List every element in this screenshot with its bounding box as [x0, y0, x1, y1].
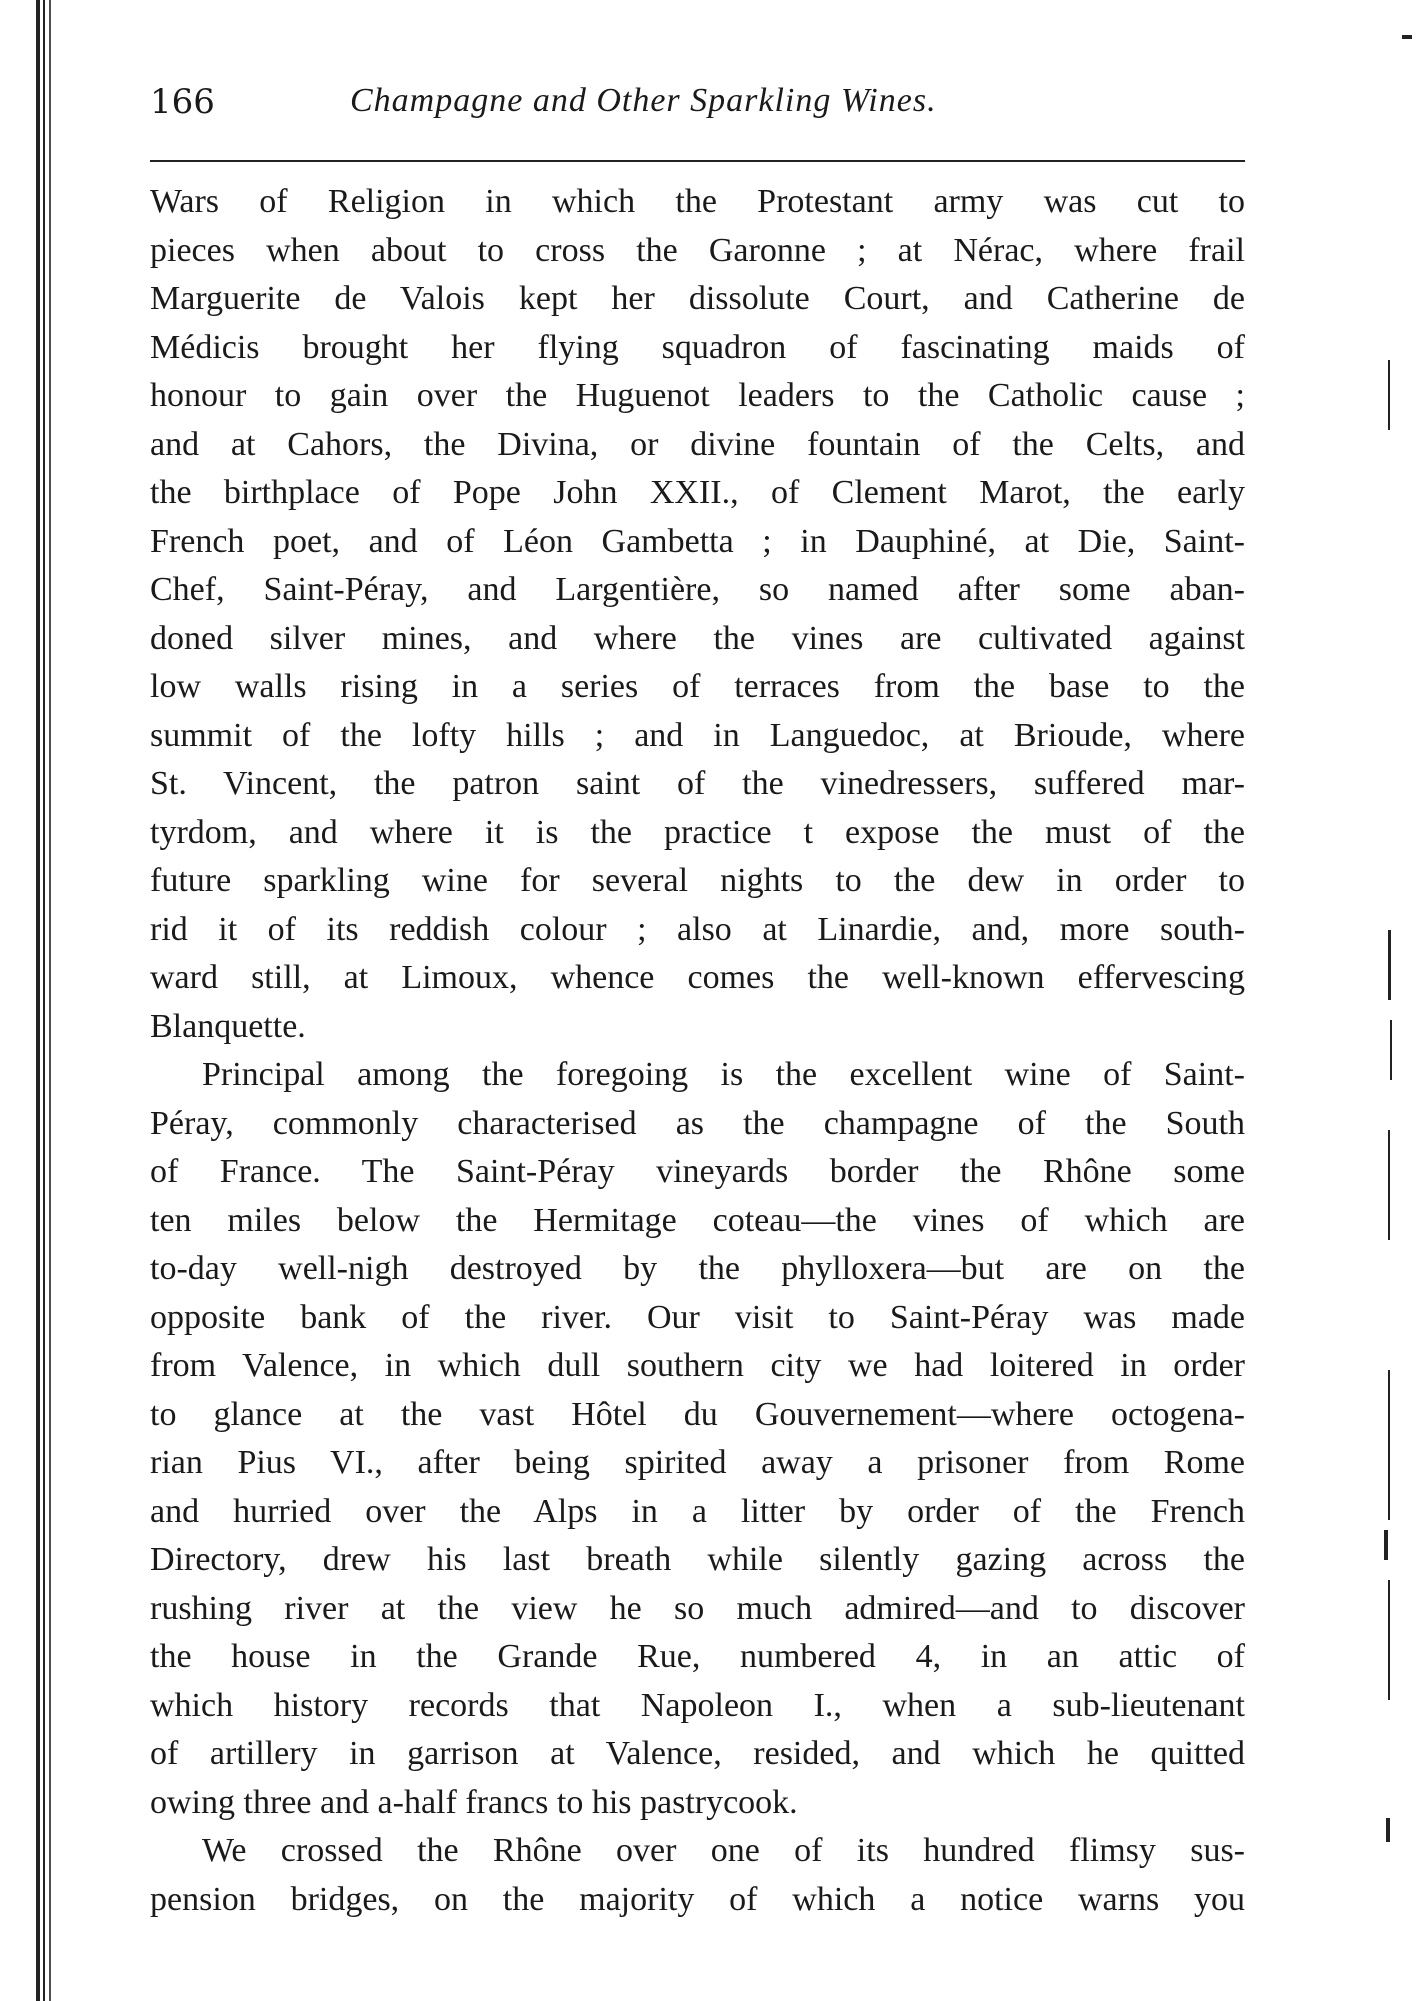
text-line: and hurried over the Alps in a litter by order of the French — [150, 1492, 1245, 1530]
page-number: 166 — [150, 82, 215, 122]
margin-mark — [1388, 1580, 1390, 1700]
text-line: pieces when about to cross the Garonne ; at Nérac, where frail — [150, 231, 1245, 269]
margin-mark — [1386, 1818, 1390, 1842]
binding-edge-line — [36, 0, 40, 2001]
text-line: Péray, commonly characterised as the champagne of the South — [150, 1104, 1245, 1142]
margin-mark — [1390, 1020, 1392, 1080]
margin-mark — [1388, 360, 1390, 430]
text-line: We crossed the Rhône over one of its hundred flimsy sus- — [202, 1832, 1245, 1869]
text-line: opposite bank of the river. Our visit to Saint-Péray was made — [150, 1298, 1245, 1336]
text-line: rid it of its reddish colour ; also at Linardie, and, more south- — [150, 910, 1245, 948]
text-line: Blanquette. — [150, 1007, 306, 1045]
text-line: from Valence, in which dull southern city we had loitered in order — [150, 1347, 1245, 1384]
text-line: Médicis brought her flying squadron of fascinating maids of — [150, 328, 1245, 366]
text-line: Principal among the foregoing is the excellent wine of Saint- — [202, 1056, 1245, 1093]
text-line: doned silver mines, and where the vines are cultivated against — [150, 619, 1245, 657]
binding-edge-line — [43, 0, 45, 2001]
text-line: future sparkling wine for several nights to the dew in order to — [150, 862, 1245, 899]
binding-edge-line — [49, 0, 51, 2001]
text-line: summit of the lofty hills ; and in Languedoc, at Brioude, where — [150, 716, 1245, 754]
margin-mark — [1402, 35, 1412, 39]
body-text — [150, 178, 1245, 1924]
text-line: French poet, and of Léon Gambetta ; in Dauphiné, at Die, Saint- — [150, 522, 1245, 560]
text-line: the house in the Grande Rue, numbered 4, in an attic of — [150, 1638, 1245, 1675]
text-line: of artillery in garrison at Valence, resided, and which he quitted — [150, 1735, 1245, 1772]
text-line: pension bridges, on the majority of which a notice warns you — [150, 1880, 1245, 1918]
text-line: ward still, at Limoux, whence comes the well-known effervescing — [150, 959, 1245, 996]
paragraph — [150, 1827, 1245, 1924]
text-line: Directory, drew his last breath while silently gazing across the — [150, 1541, 1245, 1578]
text-line: Chef, Saint-Péray, and Largentière, so named after some aban- — [150, 571, 1245, 608]
margin-mark — [1388, 1130, 1390, 1240]
margin-mark — [1384, 1530, 1388, 1560]
text-line: tyrdom, and where it is the practice t expose the must of the — [150, 813, 1245, 851]
text-line: which history records that Napoleon I., when a sub-lieutenant — [150, 1686, 1245, 1724]
text-line: ten miles below the Hermitage coteau—the vines of which are — [150, 1201, 1245, 1239]
page-header — [150, 82, 1250, 132]
margin-mark — [1388, 930, 1391, 1000]
text-line: rian Pius VI., after being spirited away a prisoner from Rome — [150, 1444, 1245, 1481]
text-line: honour to gain over the Huguenot leaders to the Catholic cause ; — [150, 377, 1245, 414]
text-line: rushing river at the view he so much admired—and to discover — [150, 1589, 1245, 1627]
running-title: Champagne and Other Sparkling Wines. — [350, 82, 937, 119]
text-line: Wars of Religion in which the Protestant army was cut to — [150, 183, 1245, 220]
text-line: the birthplace of Pope John XXII., of Clement Marot, the early — [150, 474, 1245, 511]
text-line: low walls rising in a series of terraces from the base to the — [150, 668, 1245, 705]
text-line: to glance at the vast Hôtel du Gouvernement—where octogena- — [150, 1395, 1245, 1433]
text-line: and at Cahors, the Divina, or divine fountain of the Celts, and — [150, 425, 1245, 463]
text-line: Marguerite de Valois kept her dissolute Court, and Catherine de — [150, 280, 1245, 317]
paragraph — [150, 178, 1245, 1051]
text-line: to-day well-nigh destroyed by the phylloxera—but are on the — [150, 1250, 1245, 1287]
paragraph — [150, 1051, 1245, 1827]
header-rule — [150, 160, 1245, 162]
text-line: St. Vincent, the patron saint of the vinedressers, suffered mar- — [150, 765, 1245, 802]
text-line: owing three and a-half francs to his pastrycook. — [150, 1783, 798, 1821]
margin-mark — [1388, 1370, 1390, 1520]
text-line: of France. The Saint-Péray vineyards border the Rhône some — [150, 1153, 1245, 1190]
